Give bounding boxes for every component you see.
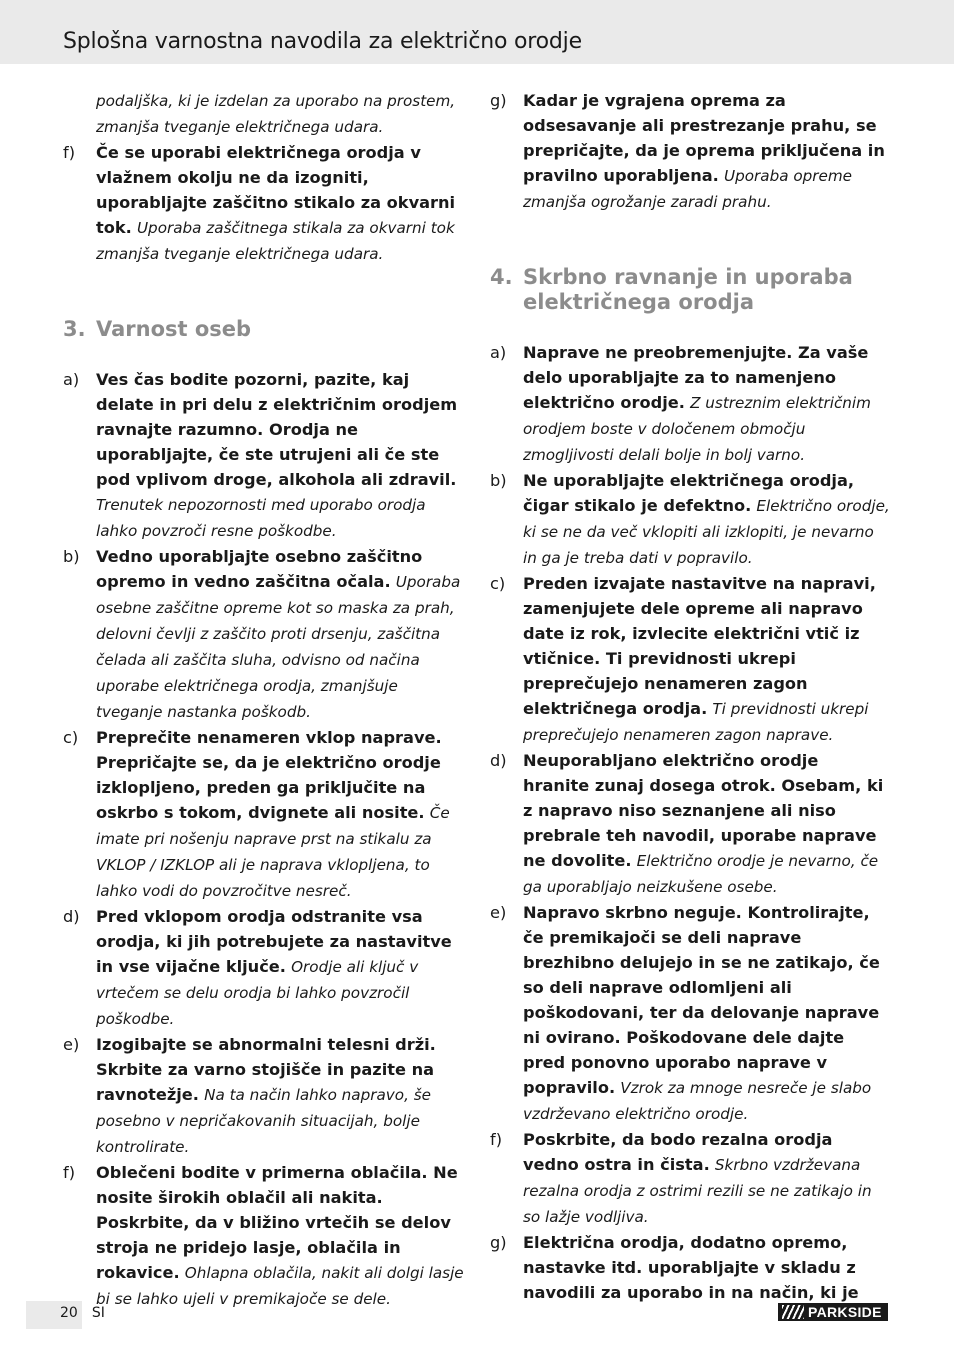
item-label: e) (63, 1035, 80, 1054)
page-title: Splošna varnostna navodila za električno orodje (63, 29, 582, 54)
item-instruction: Preprečite nenameren vklop naprave. Prepričajte se, da je električno orodje izklopljeno, preden ga priključite na oskrbo s tokom, dvignete ali nosite. (96, 728, 442, 822)
list-item (490, 340, 890, 468)
list-item (63, 544, 465, 725)
list-item (63, 1032, 465, 1160)
section-heading-tool-care (490, 265, 890, 315)
item-instruction: Ves čas bodite pozorni, pazite, kaj delate in pri delu z električnim orodjem ravnajte razumno. Orodja ne uporabljajte, če ste utrujeni ali če ste pod vplivom droge, alkohola ali zdravil. (96, 370, 458, 489)
item-note: Ohlapna oblačila, nakit ali dolgi lasje bi se lahko ujeli v premikajoče se dele. (96, 1264, 464, 1308)
section-number: 3. (63, 317, 86, 341)
item-label: b) (63, 547, 80, 566)
item-label: c) (490, 574, 506, 593)
item-instruction: Preden izvajate nastavitve na napravi, zamenjujete dele opreme ali napravo date iz rok, izvlecite električni vtič iz vtičnice. Ti previdnosti ukrepi preprečujejo nenameren zagon električnega orodja. (523, 574, 876, 718)
item-note: Z ustreznim električnim orodjem boste v določenem območju zmogljivosti delali bolje in bolj varno. (523, 394, 871, 464)
item-instruction: Poskrbite, da bodo rezalna orodja vedno ostra in čista. (523, 1130, 833, 1174)
list-item (490, 1230, 890, 1306)
item-label: g) (490, 1233, 507, 1252)
item-label: d) (490, 751, 507, 770)
item-note: Električno orodje je nevarno, če ga uporabljajo neizkušene osebe. (523, 852, 879, 896)
item-instruction: Naprave ne preobremenjujte. Za vaše delo uporabljajte za to namenjeno električno orodje. (523, 343, 869, 412)
item-note: Na ta način lahko napravo, še posebno v nepričakovanih situacijah, bolje kontrolirate. (96, 1086, 432, 1156)
item-instruction: Ne uporabljajte električnega orodja, čigar stikalo je defektno. (523, 471, 855, 515)
page-footer (60, 1305, 105, 1321)
section-number: 4. (490, 265, 513, 289)
section-heading-personal-safety (63, 317, 465, 342)
item-note: Uporaba opreme zmanjša ogrožanje zaradi prahu. (523, 167, 853, 211)
list-item (63, 1160, 465, 1312)
item-label: e) (490, 903, 507, 922)
item-instruction: Kadar je vgrajena oprema za odsesavanje ali prestrezanje prahu, se prepričajte, da je oprema priključena in pravilno uporabljena. (523, 91, 885, 185)
item-instruction: Napravo skrbno neguje. Kontrolirajte, če premikajoči se deli naprave brezhibno delujejo in se ne zatikajo, če so deli naprave odlomljeni ali poškodovani, ter da delovanje naprave ni ovirano. Poškodovane dele dajte pred ponovno uporabo naprave v popravilo. (523, 903, 880, 1097)
item-note: Električno orodje, ki se ne da več vklopiti ali izklopiti, je nevarno in ga je treba dati v popravilo. (523, 497, 890, 567)
page-number: 20 (60, 1305, 78, 1321)
brand-logo (778, 1303, 888, 1321)
right-column (490, 88, 890, 1306)
item-label: d) (63, 907, 80, 926)
page-header (0, 0, 954, 64)
left-column (63, 88, 465, 1312)
item-instruction: Izogibajte se abnormalni telesni drži. Skrbite za varno stojišče in pazite na ravnotežje. (96, 1035, 436, 1104)
item-label: g) (490, 91, 507, 110)
item-instruction: Oblečeni bodite v primerna oblačila. Ne nosite širokih oblačil ali nakita. Poskrbite, da v bližino vrtečih se delov stroja ne pridejo lasje, oblačila in rokavice. (96, 1163, 458, 1282)
list-item-continuation (63, 88, 465, 140)
item-note: Če imate pri nošenju naprave prst na stikalu za VKLOP / IZKLOP ali je naprava vklopljena, to lahko vodi do povzročitve nesreč. (96, 804, 450, 900)
section-title: Varnost oseb (96, 317, 252, 341)
brand-name: PARKSIDE (808, 1304, 882, 1320)
item-note: Orodje ali ključ v vrtečem se delu orodja bi lahko povzročil poškodbe. (96, 958, 419, 1028)
list-item (490, 571, 890, 748)
item-label: c) (63, 728, 79, 747)
item-label: a) (490, 343, 507, 362)
item-instruction: Če se uporabi električnega orodja v vlažnem okolju ne da izogniti, uporabljajte zaščitno stikalo za okvarni tok. (96, 143, 456, 237)
item-label: f) (63, 1163, 76, 1182)
item-instruction: Neuporabljano električno orodje hranite zunaj dosega otrok. Osebam, ki z napravo niso seznanjene ali niso prebrale teh navodil, uporabe naprave ne dovolite. (523, 751, 884, 870)
list-item (490, 748, 890, 900)
list-item-g-dust-extraction (490, 88, 890, 215)
list-item (63, 367, 465, 544)
list-item-f-electric-safety (63, 140, 465, 267)
item-label: a) (63, 370, 80, 389)
language-code: SI (91, 1305, 105, 1321)
item-instruction: Vedno uporabljajte osebno zaščitno opremo in vedno zaščitna očala. (96, 547, 423, 591)
item-instruction: Pred vklopom orodja odstranite vsa orodja, ki jih potrebujete za nastavitve in vse vijačne ključe. (96, 907, 452, 976)
item-label: b) (490, 471, 507, 490)
item-label: f) (490, 1130, 503, 1149)
item-note: Uporaba osebne zaščitne opreme kot so maska za prah, delovni čevlji z zaščito proti drsenju, zaščitna čelada ali zaščita sluha, odvisno od načina uporabe električnega orodja, zmanjšuje tveganje nastanka poškodb. (96, 573, 461, 721)
item-note: Ti previdnosti ukrepi preprečujejo nenameren zagon naprave. (523, 700, 869, 744)
list-item (490, 1127, 890, 1230)
list-item (63, 904, 465, 1032)
item-note: Skrbno vzdrževana rezalna orodja z ostrimi rezili se ne zatikajo in so lažje vodljiva. (523, 1156, 872, 1226)
item-label: f) (63, 143, 76, 162)
item-note: podaljška, ki je izdelan za uporabo na prostem, zmanjša tveganje električnega udara. (96, 92, 456, 136)
list-item (490, 468, 890, 571)
item-note: Vzrok za mnoge nesreče je slabo vzdrževano električno orodje. (523, 1079, 872, 1123)
item-note: Trenutek nepozornosti med uporabo orodja lahko povzroči resne poškodbe. (96, 496, 426, 540)
section-title: Skrbno ravnanje in uporaba električnega orodja (523, 265, 853, 314)
list-item (490, 900, 890, 1127)
list-item (63, 725, 465, 904)
item-note: Uporaba zaščitnega stikala za okvarni tok zmanjša tveganje električnega udara. (96, 219, 455, 263)
item-instruction: Električna orodja, dodatno opremo, nastavke itd. uporabljajte v skladu z navodili za uporabo in na način, ki je (523, 1233, 859, 1302)
logo-stripes-icon (782, 1305, 804, 1319)
